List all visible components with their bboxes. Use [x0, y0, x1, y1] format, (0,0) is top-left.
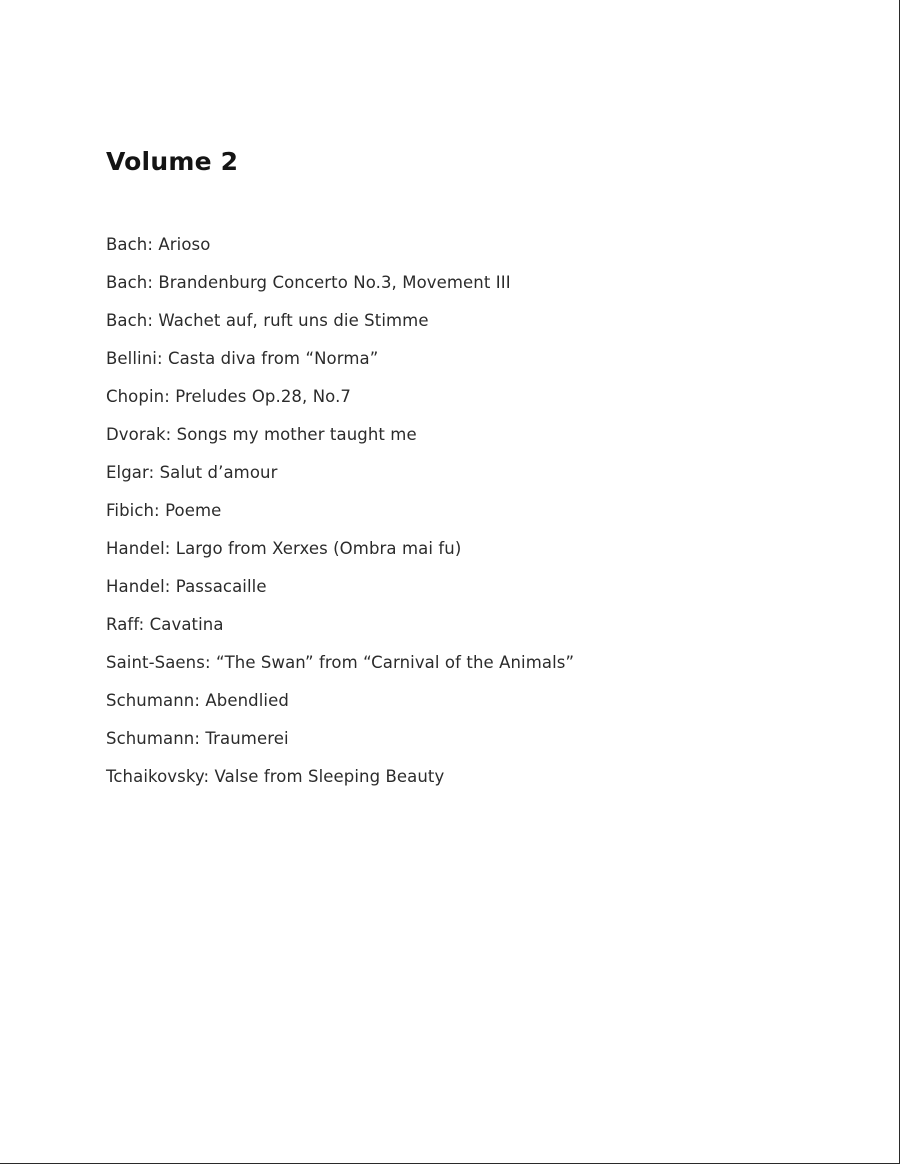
list-item: Schumann: Abendlied: [106, 691, 289, 710]
list-item: Fibich: Poeme: [106, 501, 222, 520]
list-item: Dvorak: Songs my mother taught me: [106, 425, 417, 444]
list-item: Chopin: Preludes Op.28, No.7: [106, 387, 352, 406]
list-item: Bach: Arioso: [106, 235, 211, 254]
list-item: Saint-Saens: “The Swan” from “Carnival of the Animals”: [106, 653, 575, 672]
list-item: Handel: Passacaille: [106, 577, 267, 596]
list-item: Bach: Wachet auf, ruft uns die Stimme: [106, 311, 429, 330]
piece-list: [106, 232, 574, 802]
page-title: Volume 2: [106, 147, 239, 176]
list-item: Bellini: Casta diva from “Norma”: [106, 349, 379, 368]
list-item: Handel: Largo from Xerxes (Ombra mai fu): [106, 539, 462, 558]
list-item: Tchaikovsky: Valse from Sleeping Beauty: [106, 767, 445, 786]
list-item: Bach: Brandenburg Concerto No.3, Movement III: [106, 273, 511, 292]
list-item: Elgar: Salut d’amour: [106, 463, 278, 482]
list-item: Raff: Cavatina: [106, 615, 224, 634]
list-item: Schumann: Traumerei: [106, 729, 289, 748]
